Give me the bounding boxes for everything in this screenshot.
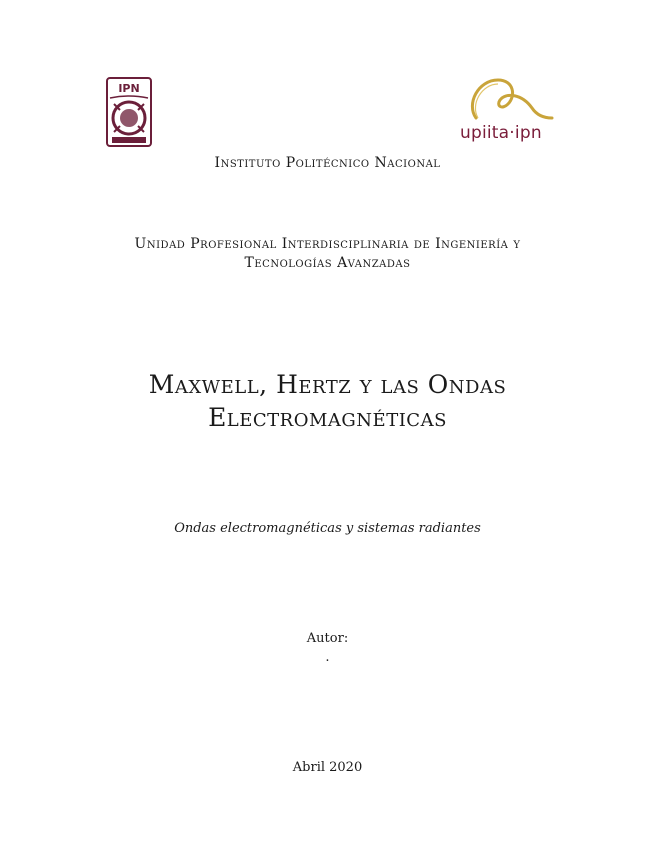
author-label: Autor: bbox=[306, 631, 349, 646]
document-title-line-2: Electromagnéticas bbox=[208, 403, 447, 432]
ipn-logo-icon bbox=[106, 76, 152, 148]
upiita-wordmark: upiita·ipn bbox=[460, 123, 542, 143]
upiita-logo-icon bbox=[456, 74, 556, 148]
unit-name-line-2: Tecnologías Avanzadas bbox=[244, 255, 411, 271]
unit-name bbox=[0, 235, 655, 273]
document-title-line-1: Maxwell, Hertz y las Ondas bbox=[148, 370, 507, 399]
author-name: . bbox=[325, 650, 330, 665]
unit-name-line-1: Unidad Profesional Interdisciplinaria de Ingeniería y bbox=[134, 236, 521, 252]
institute-name: Instituto Politécnico Nacional bbox=[214, 155, 441, 171]
course-subject: Ondas electromagnéticas y sistemas radiantes bbox=[174, 521, 481, 536]
document-title bbox=[0, 368, 655, 434]
document-date: Abril 2020 bbox=[292, 760, 363, 775]
svg-text:IPN: IPN bbox=[118, 82, 140, 95]
